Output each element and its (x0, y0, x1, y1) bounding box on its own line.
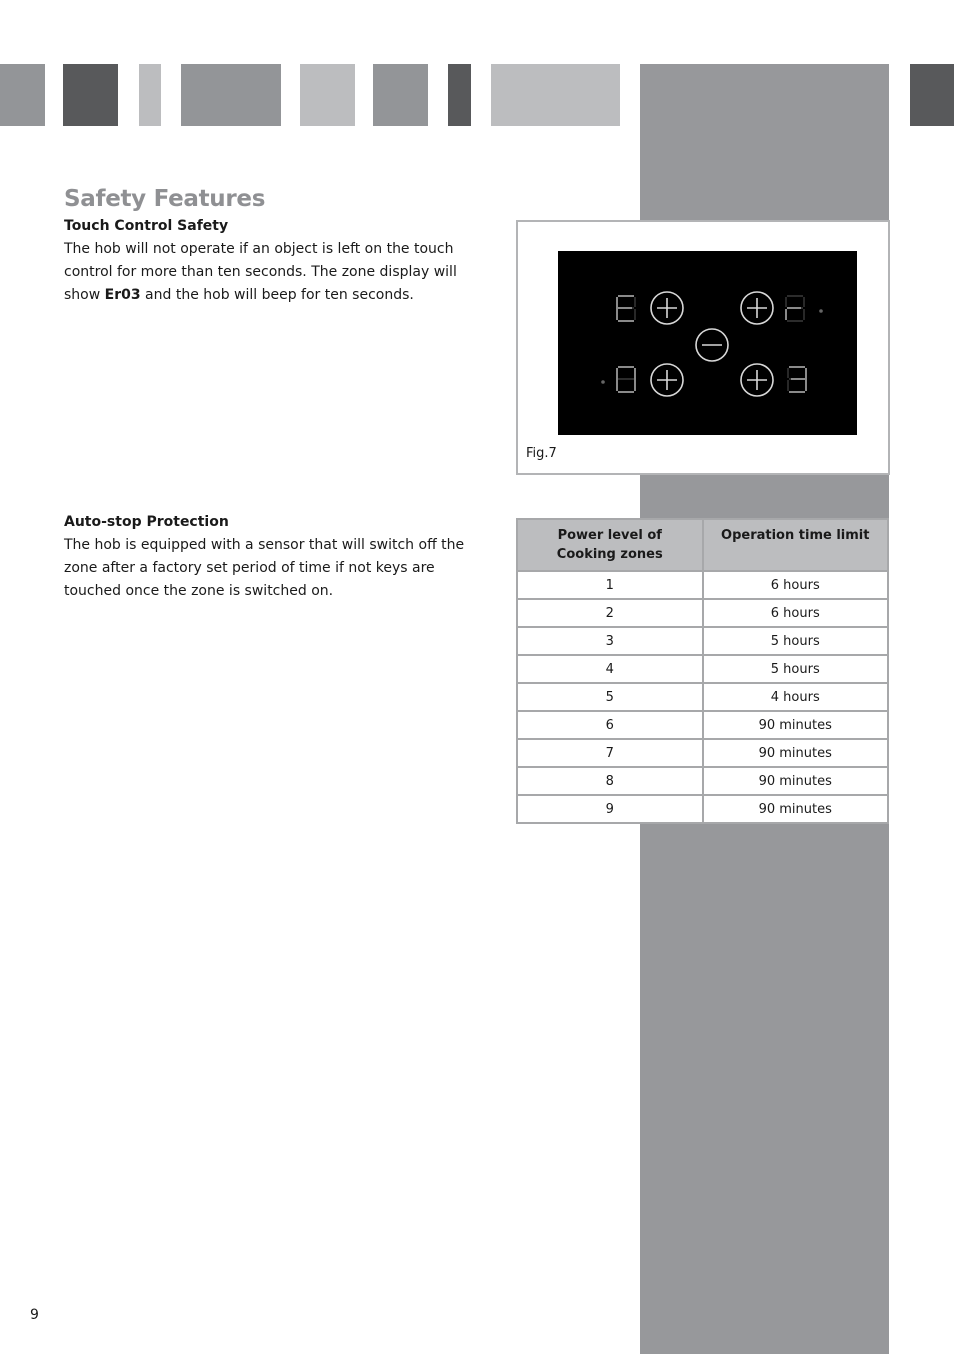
power-level-cell: 4 (517, 655, 703, 683)
table-row (517, 571, 888, 599)
touch-control-heading: Touch Control Safety (64, 218, 229, 234)
table-row (517, 655, 888, 683)
header-bar-8 (491, 64, 620, 126)
auto-stop-text: The hob is equipped with a sensor that will switch off the zone after a factory set period of time if not keys are touched once the zone is switched on. (64, 537, 465, 599)
display-bottom-left (617, 367, 635, 392)
header-bar-4 (181, 64, 281, 126)
table-row (517, 683, 888, 711)
display-bottom-right (788, 367, 806, 392)
time-limit-cell: 90 minutes (703, 767, 889, 795)
table-row (517, 599, 888, 627)
table-row (517, 767, 888, 795)
power-level-cell: 2 (517, 599, 703, 627)
time-limit-cell: 90 minutes (703, 795, 889, 823)
error-code: Er03 (104, 287, 141, 303)
plus-button-top-right[interactable] (741, 292, 773, 324)
table-row (517, 627, 888, 655)
touch-control-panel (558, 251, 857, 435)
indicator-dot-bottom-left (601, 380, 605, 384)
touch-panel-svg (558, 251, 857, 435)
table-row (517, 739, 888, 767)
page-title: Safety Features (64, 186, 266, 212)
header-time-limit: Operation time limit (703, 519, 889, 571)
header-bar-6 (373, 64, 428, 126)
table-row (517, 795, 888, 823)
time-limit-cell: 90 minutes (703, 739, 889, 767)
header-bar-3 (139, 64, 161, 126)
time-limit-cell: 5 hours (703, 655, 889, 683)
touch-control-text: The hob will not operate if an object is left on the touch control for more than ten seconds. The zone display will show Er03 and the hob will beep for ten seconds. (64, 241, 457, 303)
time-limit-cell: 4 hours (703, 683, 889, 711)
table-header-row (517, 519, 888, 571)
power-level-cell: 9 (517, 795, 703, 823)
indicator-dot-top-right (819, 309, 823, 313)
display-top-left (617, 296, 635, 321)
display-top-right (786, 296, 804, 321)
table-row (517, 711, 888, 739)
figure-label: Fig.7 (526, 446, 557, 461)
time-limit-cell: 5 hours (703, 627, 889, 655)
power-level-cell: 1 (517, 571, 703, 599)
power-level-cell: 7 (517, 739, 703, 767)
power-level-cell: 5 (517, 683, 703, 711)
plus-button-bottom-left[interactable] (651, 364, 683, 396)
header-bar-7 (448, 64, 471, 126)
header-bar-5 (300, 64, 355, 126)
header-power-level: Power level of Cooking zones (517, 519, 703, 571)
minus-button[interactable] (696, 329, 728, 361)
page-number: 9 (30, 1307, 39, 1323)
auto-stop-heading: Auto-stop Protection (64, 514, 229, 530)
power-level-cell: 6 (517, 711, 703, 739)
plus-button-top-left[interactable] (651, 292, 683, 324)
time-limit-cell: 90 minutes (703, 711, 889, 739)
header-bar-1 (0, 64, 45, 126)
header-bar-10 (910, 64, 954, 126)
figure-box (516, 220, 890, 475)
header-bar-2 (63, 64, 118, 126)
time-limit-cell: 6 hours (703, 599, 889, 627)
operation-time-table (516, 518, 889, 824)
power-level-cell: 3 (517, 627, 703, 655)
plus-button-bottom-right[interactable] (741, 364, 773, 396)
power-level-cell: 8 (517, 767, 703, 795)
time-limit-cell: 6 hours (703, 571, 889, 599)
